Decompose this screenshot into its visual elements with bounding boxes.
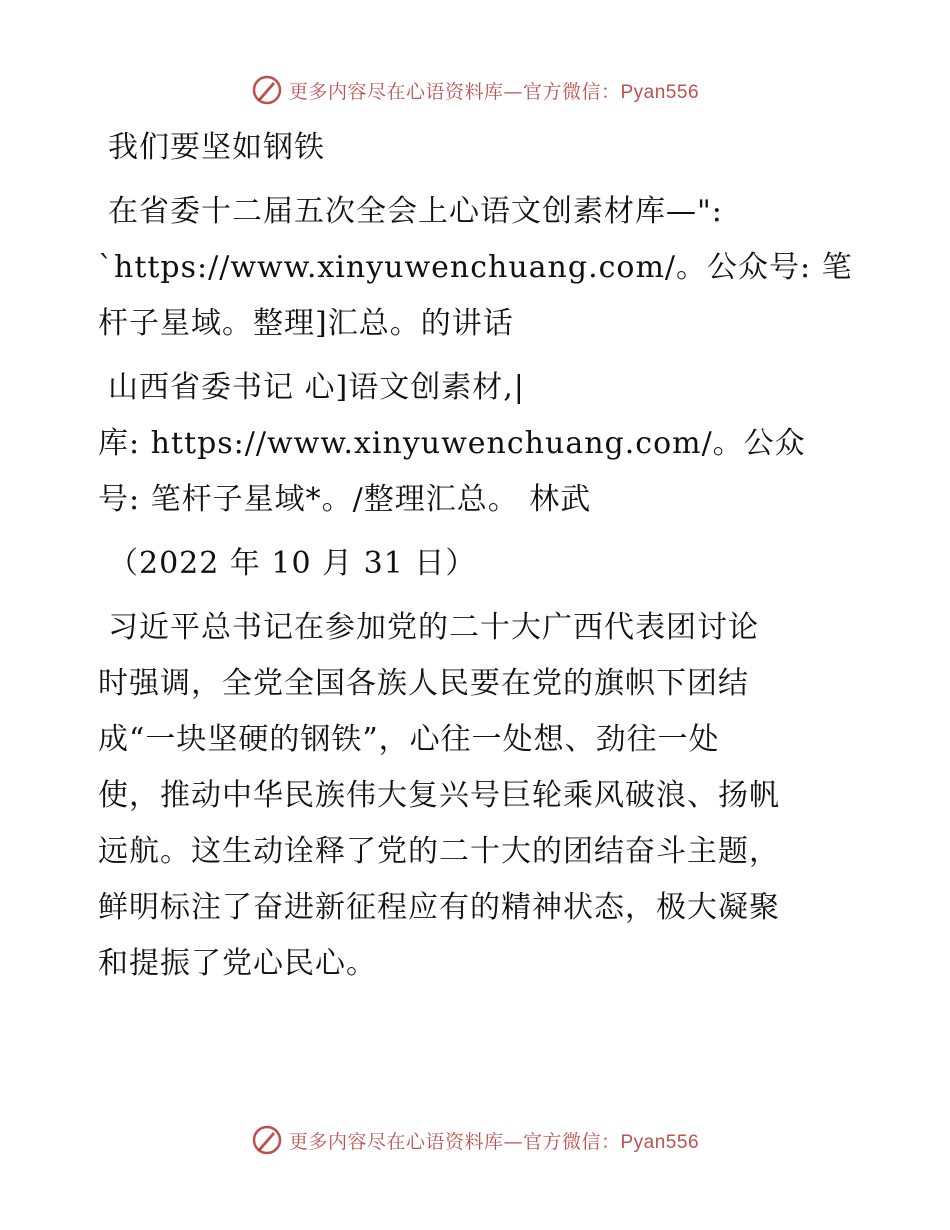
footer-banner-text: 更多内容尽在心语资料库—官方微信：Pyan556 bbox=[288, 1130, 700, 1153]
body-line-2: 时强调，全党全国各族人民要在党的旗帜下团结 bbox=[98, 666, 749, 701]
body-line-7: 和提振了党心民心。 bbox=[98, 946, 377, 981]
header-banner bbox=[0, 70, 950, 110]
author-line-3: 号: 笔杆子星域*。/整理汇总。 林武 bbox=[98, 482, 592, 517]
header-wechat-id: Pyan556 bbox=[620, 81, 700, 103]
quill-pen-logo-icon bbox=[251, 1124, 283, 1156]
footer-wechat-id: Pyan556 bbox=[620, 1131, 700, 1153]
subtitle-line-1: 在省委十二届五次全会上心语文创素材库—": bbox=[108, 194, 723, 229]
body-line-4: 使，推动中华民族伟大复兴号巨轮乘风破浪、扬帆 bbox=[98, 778, 780, 813]
document-body bbox=[98, 120, 858, 992]
author-line-1: 山西省委书记 心]语文创素材,| bbox=[108, 370, 525, 405]
body-line-1: 习近平总书记在参加党的二十大广西代表团讨论 bbox=[108, 610, 759, 645]
subtitle-line-3: 杆子星域。整理]汇总。的讲话 bbox=[98, 306, 514, 341]
body-line-5: 远航。这生动诠释了党的二十大的团结奋斗主题， bbox=[98, 834, 780, 869]
subtitle-line-2: `https://www.xinyuwenchuang.com/。公众号: 笔 bbox=[98, 250, 853, 285]
speech-date: （2022 年 10 月 31 日） bbox=[108, 546, 477, 581]
body-line-6: 鲜明标注了奋进新征程应有的精神状态，极大凝聚 bbox=[98, 890, 780, 925]
quill-pen-logo-icon bbox=[251, 74, 283, 106]
header-banner-text: 更多内容尽在心语资料库—官方微信：Pyan556 bbox=[288, 80, 700, 103]
footer-banner bbox=[0, 1120, 950, 1160]
body-line-3: 成“一块坚硬的钢铁”，心往一处想、劲往一处 bbox=[98, 722, 720, 757]
document-title: 我们要坚如钢铁 bbox=[108, 130, 325, 165]
author-line-2: 库: https://www.xinyuwenchuang.com/。公众 bbox=[98, 426, 806, 461]
